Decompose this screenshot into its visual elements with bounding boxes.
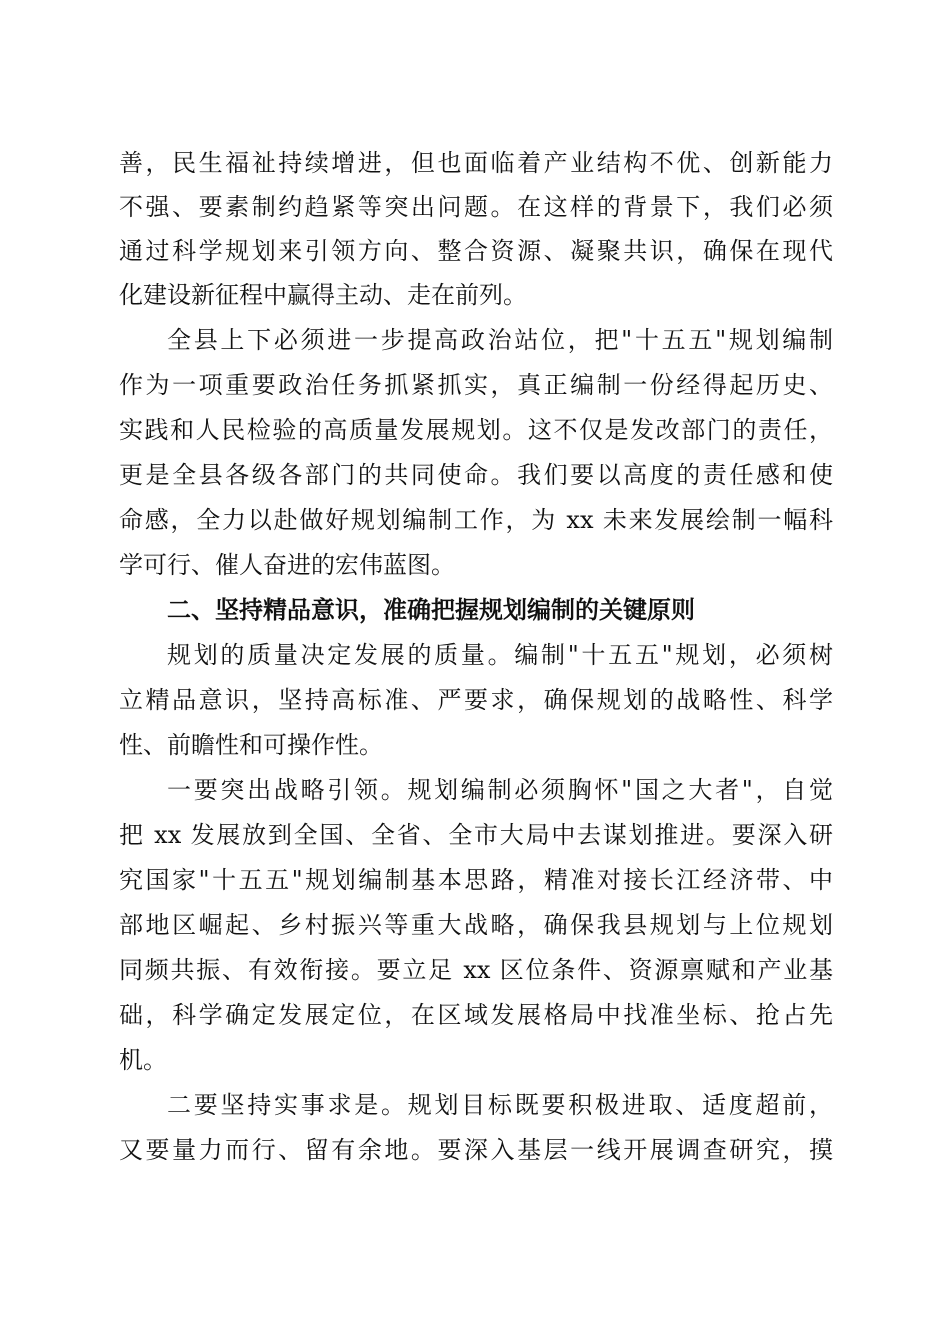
paragraph-line: 又要量力而行、留有余地。要深入基层一线开展调查研究，摸	[119, 1136, 833, 1164]
paragraph-line: 学可行、催人奋进的宏伟蓝图。	[119, 551, 455, 579]
paragraph-line: 化建设新征程中赢得主动、走在前列。	[119, 281, 527, 309]
paragraph-line: 更是全县各级各部门的共同使命。我们要以高度的责任感和使	[119, 461, 833, 489]
paragraph-line: 一要突出战略引领。规划编制必须胸怀"国之大者"，自觉	[167, 776, 833, 804]
paragraph-line: 通过科学规划来引领方向、整合资源、凝聚共识，确保在现代	[119, 237, 833, 265]
paragraph-line: 机。	[119, 1046, 167, 1074]
paragraph-line: 命感，全力以赴做好规划编制工作，为 xx 未来发展绘制一幅科	[119, 506, 833, 534]
paragraph-line: 善，民生福祉持续增进，但也面临着产业结构不优、创新能力	[119, 149, 833, 177]
paragraph-line: 性、前瞻性和可操作性。	[119, 731, 383, 759]
paragraph-line: 同频共振、有效衔接。要立足 xx 区位条件、资源禀赋和产业基	[119, 956, 833, 984]
paragraph-line: 实践和人民检验的高质量发展规划。这不仅是发改部门的责任，	[119, 416, 833, 444]
paragraph-line: 全县上下必须进一步提高政治站位，把"十五五"规划编制	[167, 326, 833, 354]
paragraph-line: 究国家"十五五"规划编制基本思路，精准对接长江经济带、中	[119, 866, 833, 894]
paragraph-line: 部地区崛起、乡村振兴等重大战略，确保我县规划与上位规划	[119, 911, 833, 939]
paragraph-line: 二要坚持实事求是。规划目标既要积极进取、适度超前，	[167, 1091, 833, 1119]
paragraph-line: 把 xx 发展放到全国、全省、全市大局中去谋划推进。要深入研	[119, 821, 833, 849]
paragraph-line: 作为一项重要政治任务抓紧抓实，真正编制一份经得起历史、	[119, 371, 833, 399]
paragraph-line: 立精品意识，坚持高标准、严要求，确保规划的战略性、科学	[119, 686, 833, 714]
paragraph-line: 础，科学确定发展定位，在区域发展格局中找准坐标、抢占先	[119, 1001, 833, 1029]
paragraph-line: 规划的质量决定发展的质量。编制"十五五"规划，必须树	[167, 641, 833, 669]
paragraph-line: 不强、要素制约趋紧等突出问题。在这样的背景下，我们必须	[119, 193, 833, 221]
section-heading: 二、坚持精品意识，准确把握规划编制的关键原则	[167, 596, 695, 624]
